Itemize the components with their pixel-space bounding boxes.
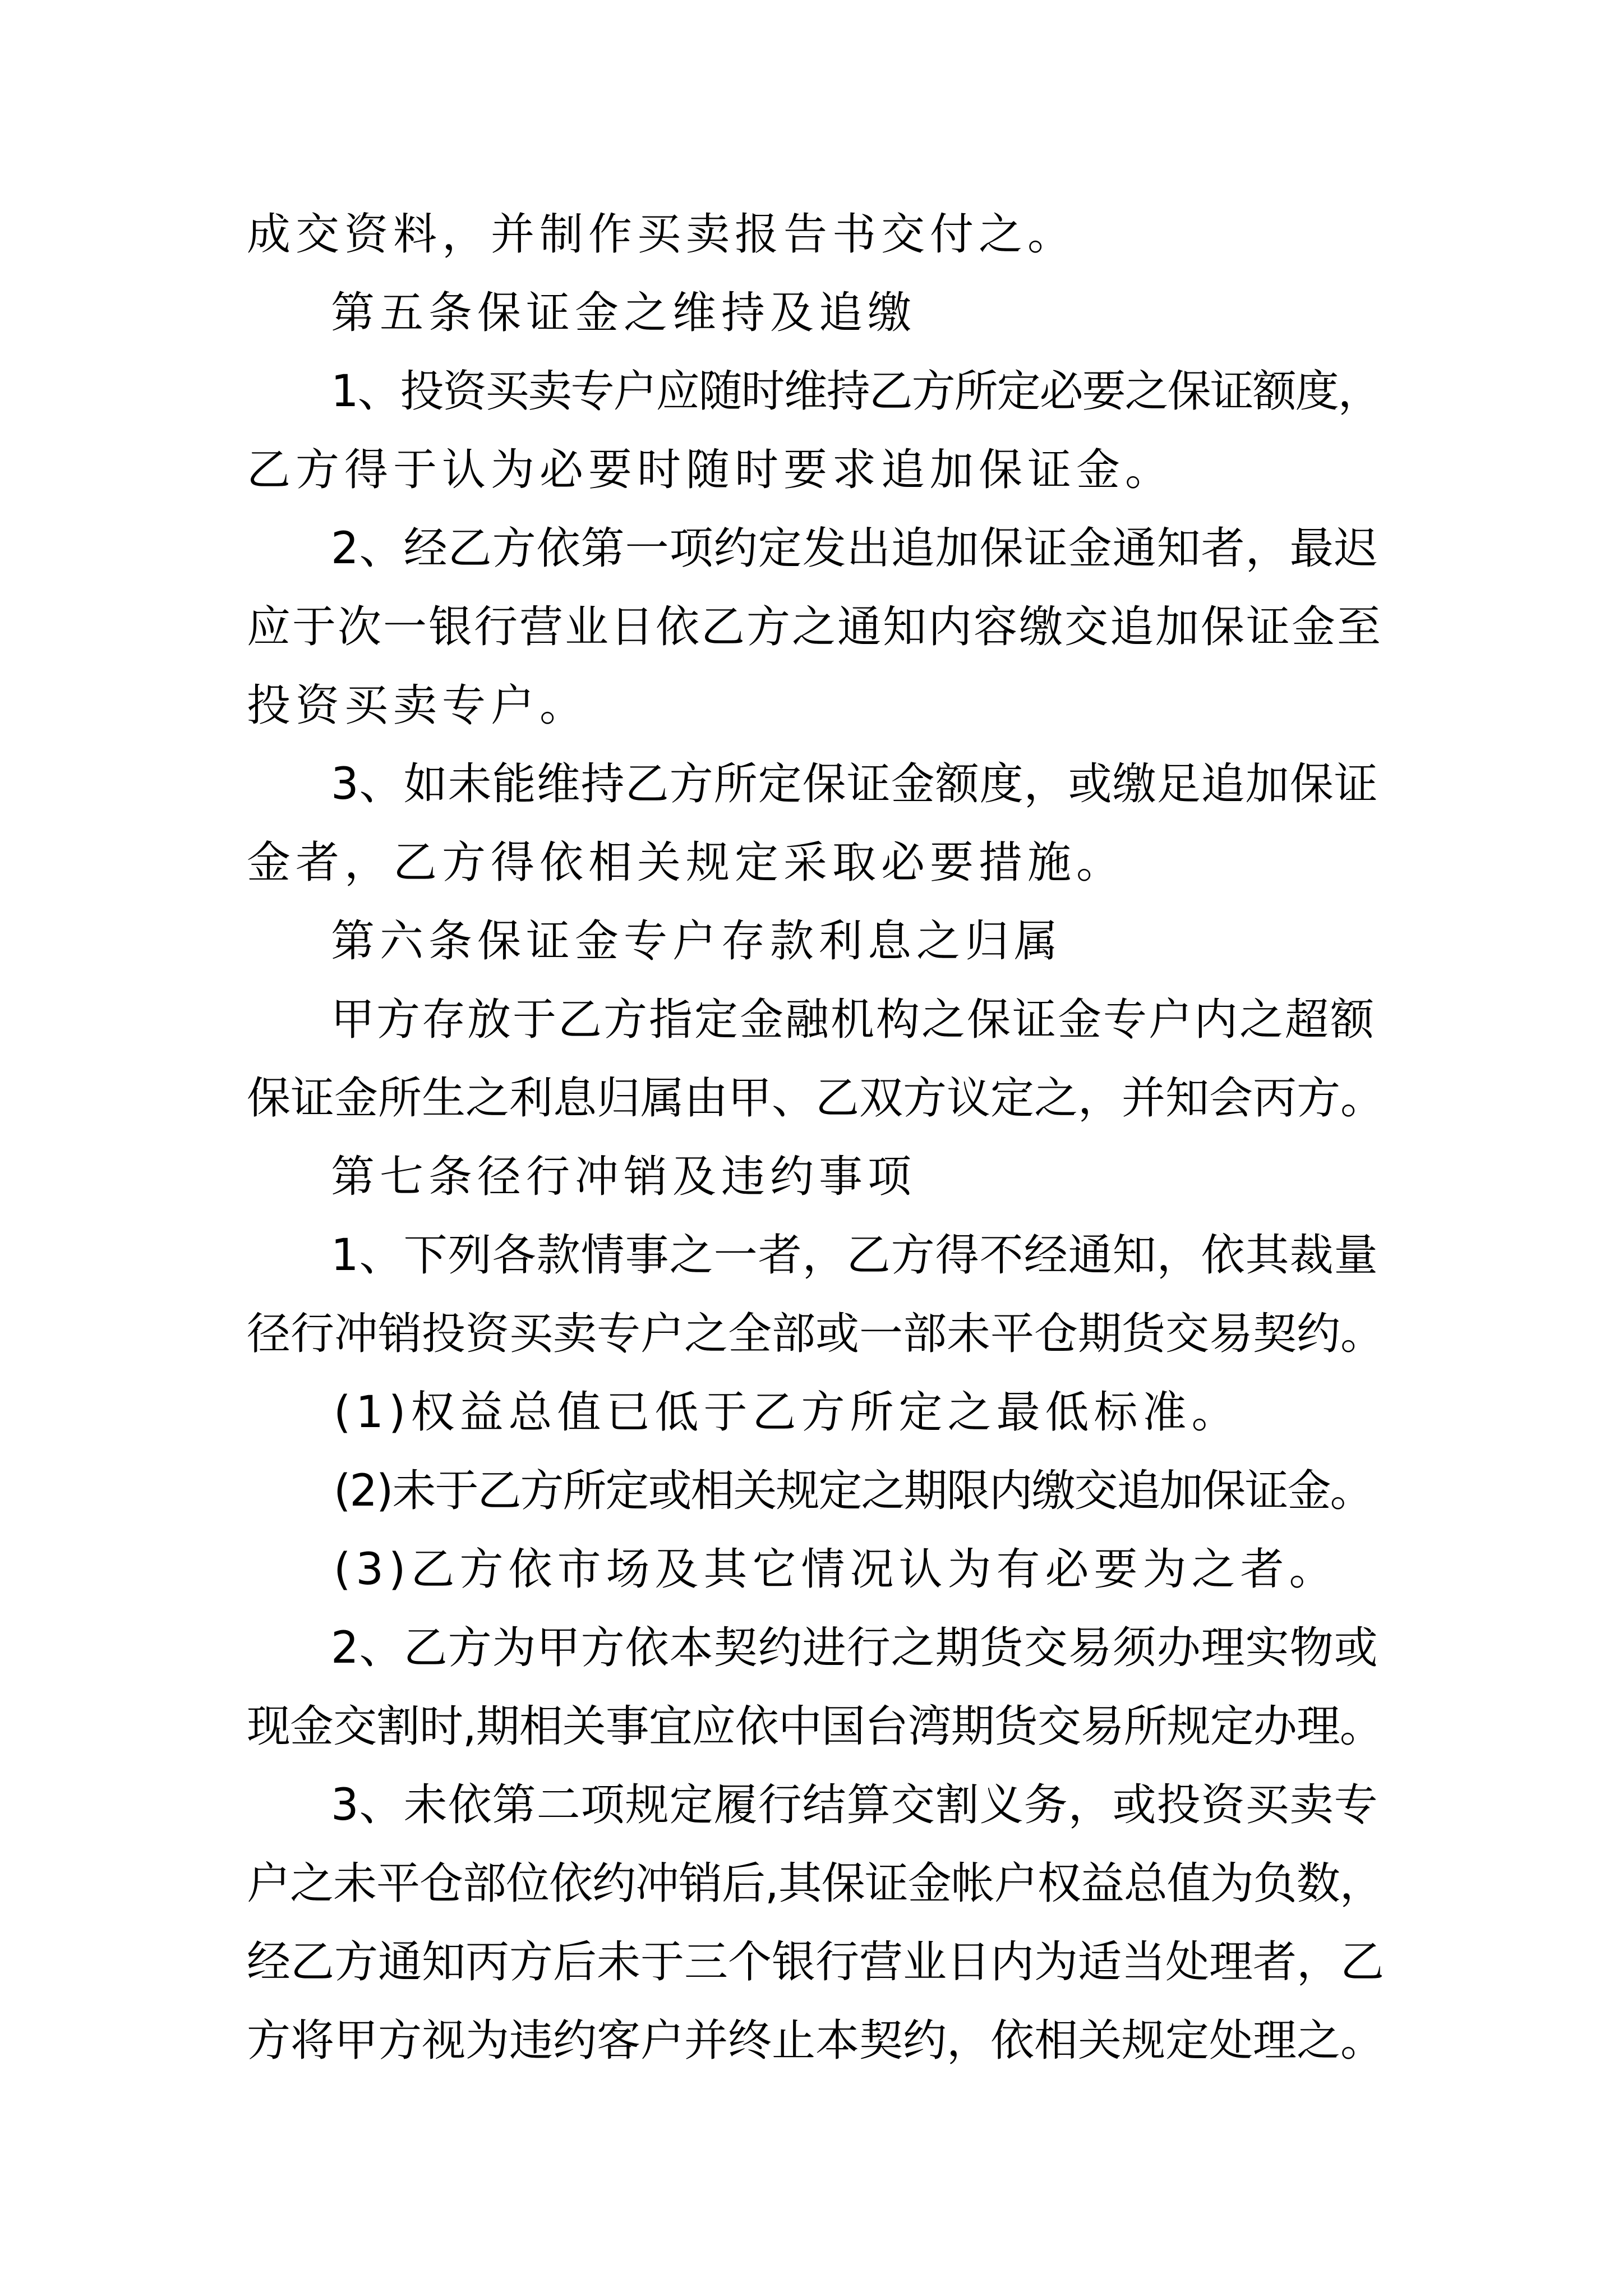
text-line: 2、经乙方依第一项约定发出追加保证金通知者，最迟 [331,523,1378,574]
text-line: 方将甲方视为违约客户并终止本契约，依相关规定处理之。 [247,2016,1385,2066]
text-line: 3、如未能维持乙方所定保证金额度，或缴足追加保证 [331,759,1378,809]
text-line: 户之未平仓部位依约冲销后,其保证金帐户权益总值为负数， [247,1858,1383,1909]
text-line: 投资买卖专户。 [247,680,589,731]
list-item: (1)权益总值已低于乙方所定之最低标准。 [334,1387,1241,1438]
text-line: 金者，乙方得依相关规定采取必要措施。 [247,838,1126,888]
text-line: 乙方得于认为必要时随时要求追加保证金。 [247,445,1174,495]
article-heading: 第六条保证金专户存款利息之归属 [331,916,1063,967]
text-line: 甲方存放于乙方指定金融机构之保证金专户内之超额 [331,995,1376,1045]
text-line: 现金交割时,期相关事宜应依中国台湾期货交易所规定办理。 [247,1701,1383,1752]
text-line: 应于次一银行营业日依乙方之通知内容缴交追加保证金至 [247,602,1383,652]
text-line: 3、未依第二项规定履行结算交割义务，或投资买卖专 [331,1780,1378,1830]
list-item: (3)乙方依市场及其它情况认为有必要为之者。 [334,1544,1338,1595]
article-heading: 第五条保证金之维持及追缴 [331,288,917,338]
text-line: 1、投资买卖专户应随时维持乙方所定必要之保证额度， [331,366,1381,417]
text-line: 2、乙方为甲方依本契约进行之期货交易须办理实物或 [331,1623,1378,1673]
article-heading: 第七条径行冲销及违约事项 [331,1152,917,1202]
text-line: 成交资料，并制作买卖报告书交付之。 [247,209,1077,260]
text-line: 保证金所生之利息归属由甲、乙双方议定之，并知会丙方。 [247,1073,1385,1124]
text-line: 经乙方通知丙方后未于三个银行营业日内为适当处理者，乙 [247,1937,1385,1987]
text-line: 1、下列各款情事之一者，乙方得不经通知，依其裁量 [331,1230,1378,1281]
list-item: (2)未于乙方所定或相关规定之期限内缴交追加保证金。 [334,1466,1373,1516]
text-line: 径行冲销投资买卖专户之全部或一部未平仓期货交易契约。 [247,1309,1385,1359]
